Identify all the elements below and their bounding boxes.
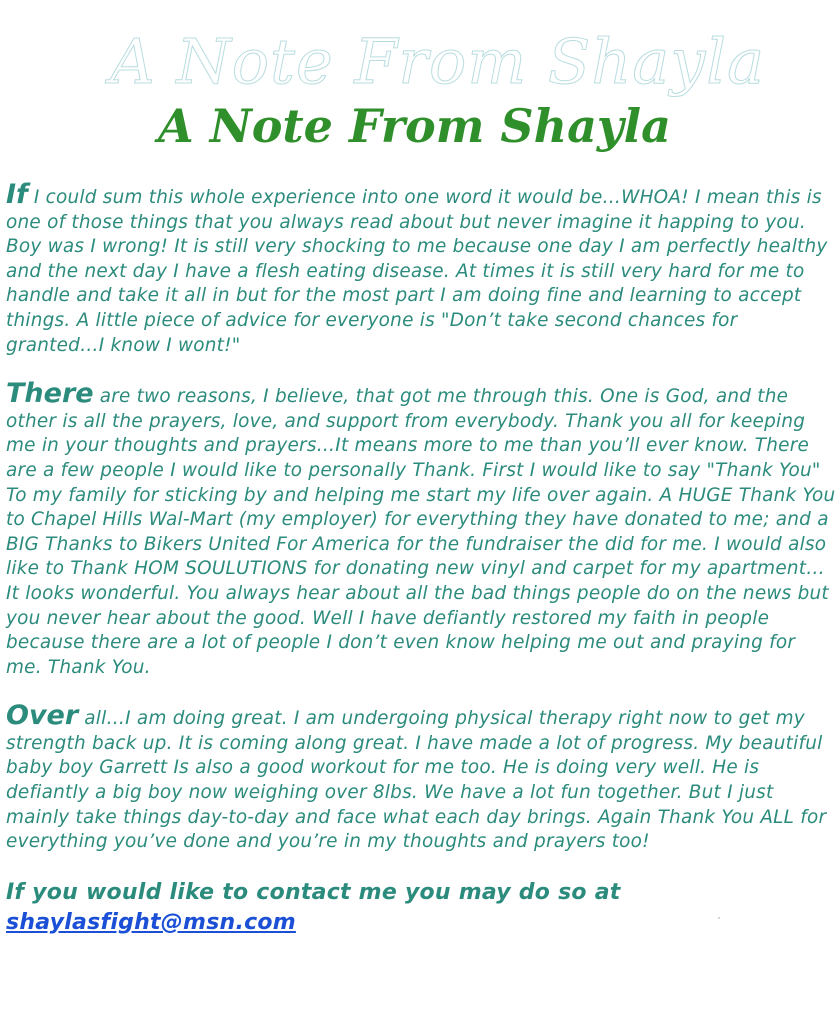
contact-line: If you would like to contact me you may do so at [6,879,621,905]
paragraph-2-text: are two reasons, I believe, that got me through this. One is God, and the other is all the prayers, love, and support from everybody. Thank you all for keeping me in your thoughts and prayers…It means more to me than you’ll ever know. There are a few people I would like to personally Thank. First I would like to say "Thank You" To my family for sticking by and helping me start my life over again. A HUGE Thank You to Chapel Hills Wal-Mart (my employer) for everything they have donated to me; and a BIG Thanks to Bikers United For America for the fundraiser the did for me. I would also like to Thank HOM SOULUTIONS for donating new vinyl and carpet for my apartment…It looks wonderful. You always hear about all the bad things people do on the news but you never hear about the good. Well I have defiantly restored my faith in people because there are a lot of people I don’t even know helping me out and praying for me. Thank You. [6,386,836,678]
paragraph-3 [6,700,836,855]
note-body [6,179,836,937]
paragraph-2-lead-word: There [6,378,94,410]
page-title: A Note From Shayla [158,99,671,153]
scan-speck [718,917,720,919]
paragraph-1-text: I could sum this whole experience into one word it would be…WHOA! I mean this is one of those things that you always read about but never imagine it happing to you. Boy was I wrong! It is still very shocking to me because one day I am perfectly healthy and the next day I have a flesh eating disease. At times it is still very hard for me to handle and take it all in but for the most part I am doing fine and learning to accept things. A little piece of advice for everyone is "Don’t take second chances for granted…I know I wont!" [6,187,828,356]
ghost-title: A Note From Shayla [110,25,766,98]
paragraph-3-lead-word: Over [6,700,79,732]
paragraph-2 [6,378,836,680]
paragraph-1 [6,179,836,358]
paragraph-1-lead-word: If [6,179,28,210]
email-link[interactable]: shaylasfight@msn.com [6,909,296,935]
paragraph-3-text: all…I am doing great. I am undergoing physical therapy right now to get my strength back up. It is coming along great. I have made a lot of progress. My beautiful baby boy Garrett Is also a good workout for me too. He is doing very well. He is defiantly a big boy now weighing over 8lbs. We have a lot fun together. But I just mainly take things day-to-day and face what each day brings. Again Thank You ALL for everything you’ve done and you’re in my thoughts and prayers too! [6,708,827,853]
